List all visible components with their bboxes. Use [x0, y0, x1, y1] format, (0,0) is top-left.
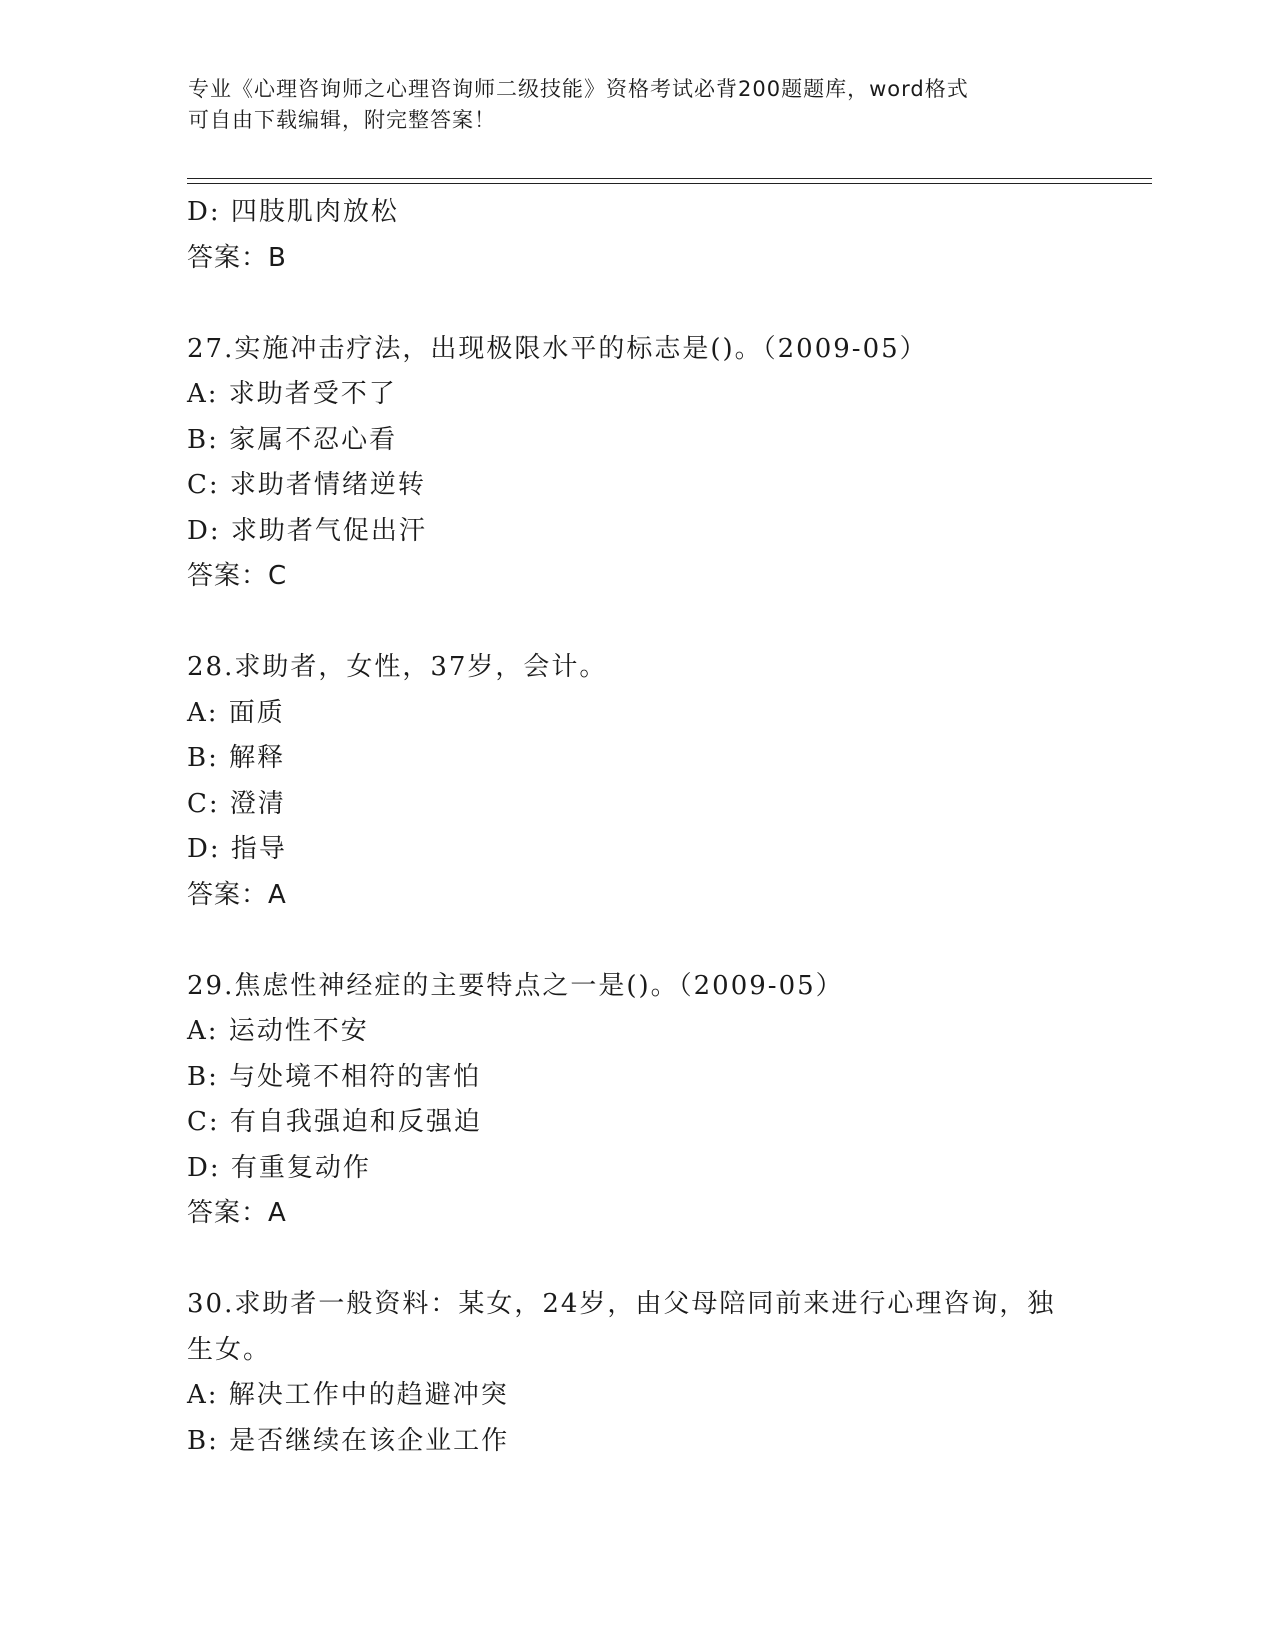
option-a: A: 解决工作中的趋避冲突 — [187, 1380, 509, 1410]
option-b: B: 解释 — [187, 743, 286, 773]
header-line-2: 可自由下载编辑，附完整答案！ — [188, 108, 496, 132]
option-b: B: 与处境不相符的害怕 — [187, 1061, 482, 1092]
spacer — [187, 600, 1087, 646]
question-block-26 — [187, 190, 1087, 281]
option-d: D: 有重复动作 — [187, 1152, 371, 1183]
question-block-28 — [187, 645, 1087, 918]
spacer — [187, 281, 1087, 327]
option-a: A: 面质 — [187, 697, 285, 728]
option-d: D: 指导 — [187, 834, 287, 864]
header-line-1: 专业《心理咨询师之心理咨询师二级技能》资格考试必背200题题库，word格式 — [188, 77, 969, 101]
option-c: C: 澄清 — [187, 788, 286, 819]
option-b: B: 家属不忍心看 — [187, 424, 398, 455]
spacer — [187, 918, 1087, 964]
question-text: 28.求助者，女性，37岁，会计。 — [187, 652, 608, 682]
answer-line: 答案：B — [187, 242, 287, 273]
option-d: D: 求助者气促出汗 — [187, 515, 427, 546]
question-text-line-1: 30.求助者一般资料：某女，24岁，由父母陪同前来进行心理咨询，独 — [187, 1289, 1056, 1319]
option-a: A: 运动性不安 — [187, 1016, 369, 1046]
question-block-29 — [187, 964, 1087, 1237]
answer-line: 答案：A — [187, 1198, 287, 1228]
answer-line: 答案：A — [187, 879, 287, 910]
option-b: B: 是否继续在该企业工作 — [187, 1425, 510, 1456]
question-text-line-2: 生女。 — [187, 1334, 272, 1365]
header-divider — [187, 178, 1152, 184]
question-text: 27.实施冲击疗法，出现极限水平的标志是()。（2009-05） — [187, 333, 928, 364]
option-c: C: 求助者情绪逆转 — [187, 470, 426, 500]
option-c: C: 有自我强迫和反强迫 — [187, 1107, 482, 1137]
question-block-27 — [187, 327, 1087, 600]
option-d: D: 四肢肌肉放松 — [187, 197, 399, 227]
answer-line: 答案：C — [187, 561, 288, 591]
question-list — [187, 190, 1087, 1464]
question-block-30 — [187, 1282, 1087, 1464]
document-header — [188, 74, 1088, 136]
spacer — [187, 1237, 1087, 1283]
option-a: A: 求助者受不了 — [187, 379, 397, 409]
question-text: 29.焦虑性神经症的主要特点之一是()。（2009-05） — [187, 970, 844, 1001]
